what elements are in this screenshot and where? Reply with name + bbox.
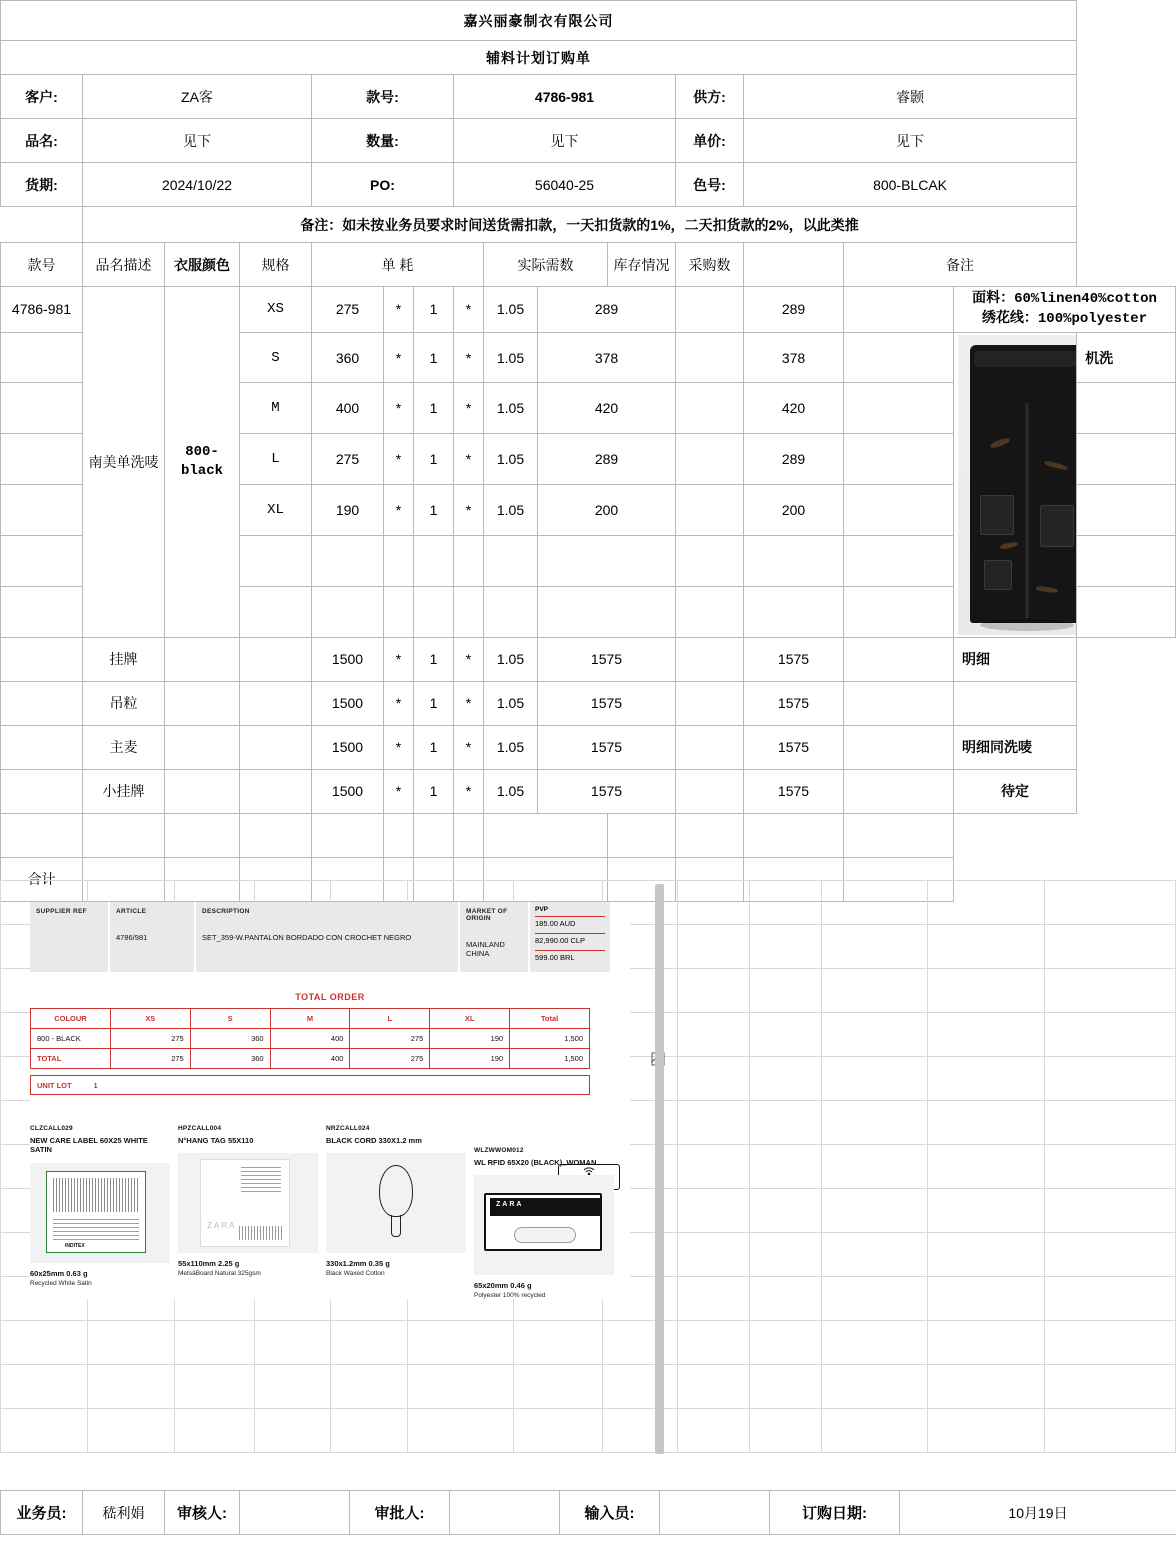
order-col-colour: COLOUR	[31, 1009, 111, 1029]
stock-value	[676, 485, 744, 536]
product-photo-cell	[954, 332, 1077, 637]
trim-material: Black Waxed Cotton	[326, 1270, 385, 1278]
pvp-box	[530, 902, 610, 972]
purchase-qty: 200	[744, 485, 844, 536]
hang-tag-barcode	[239, 1226, 283, 1240]
photo-shadow	[980, 619, 1074, 631]
spec-sheet-region	[0, 880, 1176, 1460]
base-qty: 275	[312, 434, 384, 485]
operator-1: *	[384, 769, 414, 813]
trim-dims: 330x1.2mm 0.35 g	[326, 1259, 390, 1269]
trim-name: 挂牌	[83, 637, 165, 681]
actual-need: 200	[538, 485, 676, 536]
market-label: MARKET OF ORIGIN	[466, 908, 508, 922]
cord-loop	[379, 1165, 413, 1217]
trim-cards	[30, 1125, 630, 1299]
checker-label: 审核人:	[165, 1491, 240, 1535]
rfid-chip	[514, 1227, 576, 1243]
pvp-brl: 599.00 BRL	[535, 950, 605, 964]
order-s: 360	[190, 1029, 270, 1049]
operator-2: *	[454, 725, 484, 769]
purchase-qty: 378	[744, 332, 844, 383]
footer-signatures	[0, 1490, 1176, 1535]
penalty-note: 备注：如未按业务员要求时间送货需扣款，一天扣货款的1%，二天扣货款的2%，以此类推	[83, 207, 1077, 243]
stock-value	[676, 434, 744, 485]
order-date-label: 订购日期:	[770, 1491, 900, 1535]
trim-code: NRZCALL024	[326, 1125, 370, 1132]
pvp-clp: 82,990.00 CLP	[535, 933, 605, 947]
care-text	[53, 1216, 139, 1240]
order-l: 275	[350, 1049, 430, 1069]
operator-2: *	[454, 769, 484, 813]
style-value: 4786-981	[454, 75, 676, 119]
operator-2: *	[454, 485, 484, 536]
market-box	[460, 902, 528, 972]
purchase-qty: 1575	[744, 769, 844, 813]
stock-value	[676, 637, 744, 681]
loss-rate: 1.05	[484, 287, 538, 333]
loss-rate: 1.05	[484, 434, 538, 485]
base-qty: 190	[312, 485, 384, 536]
mid-factor: 1	[414, 383, 454, 434]
detail-remark: 明细	[954, 637, 1077, 681]
garment-color-cell: 800-black	[165, 287, 240, 638]
fabric-remark	[954, 287, 1176, 333]
order-xl: 190	[430, 1029, 510, 1049]
trim-name: BLACK CORD 330X1.2 mm	[326, 1136, 422, 1145]
trim-dims: 60x25mm 0.63 g	[30, 1268, 88, 1278]
unit-lot-row	[30, 1075, 590, 1095]
actual-need: 289	[538, 287, 676, 333]
operator-1: *	[384, 637, 414, 681]
trim-name: 小挂牌	[83, 769, 165, 813]
pants-shape	[970, 345, 1077, 623]
cord-tail	[391, 1215, 401, 1237]
loss-rate: 1.05	[484, 725, 538, 769]
product-label: 品名:	[1, 119, 83, 163]
trim-image	[178, 1153, 318, 1253]
style-no-value: 4786-981	[1, 287, 83, 333]
article-label: ARTICLE	[116, 908, 147, 915]
spec-value: L	[240, 434, 312, 485]
loss-rate: 1.05	[484, 485, 538, 536]
inputter-value	[660, 1491, 770, 1535]
trim-material: Polyester 100% recycled	[474, 1292, 546, 1300]
description-label: DESCRIPTION	[202, 908, 250, 915]
operator-2: *	[454, 383, 484, 434]
hang-tag-text	[241, 1166, 281, 1192]
supplier-ref-box	[30, 902, 108, 972]
trim-code: HPZCALL004	[178, 1125, 222, 1132]
rfid-brand: ZARA	[490, 1198, 600, 1216]
base-qty: 1500	[312, 637, 384, 681]
order-quantity-table	[30, 1008, 590, 1069]
pvp-label: PVP	[535, 906, 549, 913]
order-col-xs: XS	[110, 1009, 190, 1029]
purchase-qty: 1575	[744, 725, 844, 769]
order-col-xl: XL	[430, 1009, 510, 1029]
order-header-row	[31, 1009, 590, 1029]
order-total: 1,500	[510, 1029, 590, 1049]
loss-rate: 1.05	[484, 681, 538, 725]
zara-spec-sheet	[30, 902, 630, 1299]
vertical-scrollbar[interactable]	[655, 884, 664, 1454]
pending-remark: 待定	[954, 769, 1077, 813]
purchase-qty: 289	[744, 434, 844, 485]
item-name-cell	[83, 287, 165, 638]
trim-name: 吊粒	[83, 681, 165, 725]
mid-factor: 1	[414, 332, 454, 383]
supplier-label: 供方:	[676, 75, 744, 119]
operator-1: *	[384, 332, 414, 383]
company-title: 嘉兴丽豪制衣有限公司	[1, 1, 1077, 41]
customer-value: ZA客	[83, 75, 312, 119]
actual-need: 1575	[538, 681, 676, 725]
trim-card	[178, 1125, 318, 1299]
mid-factor: 1	[414, 681, 454, 725]
purchase-qty: 289	[744, 287, 844, 333]
rfid-label-graphic	[484, 1193, 602, 1251]
actual-need: 1575	[538, 769, 676, 813]
col-stock: 库存情况	[608, 243, 676, 287]
col-spec: 规格	[240, 243, 312, 287]
order-date-value: 10月19日	[900, 1491, 1176, 1535]
description-box	[196, 902, 458, 972]
wash-remark: 机洗	[1077, 332, 1176, 383]
stock-value	[676, 383, 744, 434]
loss-rate: 1.05	[484, 769, 538, 813]
approver-value	[450, 1491, 560, 1535]
order-l: 275	[350, 1029, 430, 1049]
stock-value	[676, 287, 744, 333]
mid-factor: 1	[414, 485, 454, 536]
unit-lot-value: 1	[93, 1080, 98, 1090]
embroidery	[1036, 585, 1058, 593]
document-title: 辅料计划订购单	[1, 41, 1077, 75]
customer-label: 客户:	[1, 75, 83, 119]
color-label: 色号:	[676, 163, 744, 207]
unit-lot-label: UNIT LOT	[37, 1080, 72, 1090]
trim-name: NEW CARE LABEL 60X25 WHITE SATIN	[30, 1136, 148, 1155]
col-consumption: 单 耗	[312, 243, 484, 287]
pvp-aud: 185.00 AUD	[535, 916, 605, 930]
order-total: 1,500	[510, 1049, 590, 1069]
embroidery	[990, 436, 1011, 448]
trim-card	[30, 1125, 170, 1299]
col-actual-need: 实际需数	[484, 243, 608, 287]
detail-same-remark: 明细同洗唛	[954, 725, 1077, 769]
order-m: 400	[270, 1029, 350, 1049]
spec-value: XL	[240, 485, 312, 536]
mid-factor: 1	[414, 434, 454, 485]
purchase-qty: 1575	[744, 637, 844, 681]
delivery-date-value: 2024/10/22	[83, 163, 312, 207]
stock-value	[676, 769, 744, 813]
color-value: 800-BLCAK	[744, 163, 1077, 207]
order-col-total: Total	[510, 1009, 590, 1029]
waistband	[974, 351, 1077, 367]
order-s: 360	[190, 1049, 270, 1069]
po-label: PO:	[312, 163, 454, 207]
actual-need: 289	[538, 434, 676, 485]
operator-2: *	[454, 332, 484, 383]
operator-2: *	[454, 681, 484, 725]
order-xl: 190	[430, 1049, 510, 1069]
item-name-text: 南美单洗唛	[88, 453, 159, 470]
operator-1: *	[384, 383, 414, 434]
order-colour: 800 - BLACK	[31, 1029, 111, 1049]
embroidery	[1000, 541, 1019, 550]
trim-dims: 65x20mm 0.46 g	[474, 1281, 532, 1291]
care-label-graphic	[46, 1171, 146, 1253]
embroidery	[1044, 460, 1068, 471]
inditex-logo: INDITEX	[65, 1242, 85, 1249]
order-xs: 275	[110, 1029, 190, 1049]
base-qty: 1500	[312, 681, 384, 725]
salesman-label: 业务员:	[1, 1491, 83, 1535]
spec-value: XS	[240, 287, 312, 333]
col-style-no: 款号	[1, 243, 83, 287]
base-qty: 1500	[312, 769, 384, 813]
loss-rate: 1.05	[484, 332, 538, 383]
approver-label: 审批人:	[350, 1491, 450, 1535]
purchase-qty: 1575	[744, 681, 844, 725]
col-purchase: 采购数	[676, 243, 744, 287]
order-col-m: M	[270, 1009, 350, 1029]
operator-2: *	[454, 637, 484, 681]
operator-1: *	[384, 434, 414, 485]
unit-price-label: 单价:	[676, 119, 744, 163]
operator-1: *	[384, 725, 414, 769]
trim-card	[326, 1125, 466, 1299]
trim-material: MetsäBoard Natural 325gsm	[178, 1270, 261, 1278]
stock-value	[676, 681, 744, 725]
order-row	[31, 1049, 590, 1069]
product-value: 见下	[83, 119, 312, 163]
supplier-ref-label: SUPPLIER REF	[36, 908, 87, 915]
col-garment-color: 衣服颜色	[165, 243, 240, 287]
pocket	[980, 495, 1014, 535]
quantity-label: 数量:	[312, 119, 454, 163]
stock-value	[676, 725, 744, 769]
market-value: MAINLAND CHINA	[466, 940, 505, 958]
base-qty: 1500	[312, 725, 384, 769]
spec-header-row	[30, 902, 630, 972]
article-value: 4786/981	[116, 933, 148, 942]
actual-need: 378	[538, 332, 676, 383]
base-qty: 400	[312, 383, 384, 434]
col-item-desc: 品名描述	[83, 243, 165, 287]
operator-2: *	[454, 287, 484, 333]
fabric-line-2: 绣花线：100%polyester	[981, 311, 1148, 328]
checker-value	[240, 1491, 350, 1535]
mid-factor: 1	[414, 725, 454, 769]
spec-value: S	[240, 332, 312, 383]
pocket	[984, 560, 1012, 590]
trim-name: WL RFID 65X20 (BLACK)_WOMAN	[474, 1158, 597, 1167]
order-row	[31, 1029, 590, 1049]
col-remark: 备注	[844, 243, 1077, 287]
fabric-line-1: 面料：60%linen40%cotton	[972, 291, 1157, 307]
order-xs: 275	[110, 1049, 190, 1069]
pocket	[1040, 505, 1074, 547]
mid-factor: 1	[414, 287, 454, 333]
base-qty: 275	[312, 287, 384, 333]
quantity-value: 见下	[454, 119, 676, 163]
order-m: 400	[270, 1049, 350, 1069]
garment-photo	[958, 335, 1077, 635]
delivery-date-label: 货期:	[1, 163, 83, 207]
style-label: 款号:	[312, 75, 454, 119]
supplier-value: 睿颢	[744, 75, 1077, 119]
brand-logo: ZARA	[207, 1221, 237, 1231]
operator-2: *	[454, 434, 484, 485]
article-box	[110, 902, 194, 972]
loss-rate: 1.05	[484, 383, 538, 434]
trim-dims: 55x110mm 2.25 g	[178, 1259, 240, 1269]
care-symbols	[53, 1178, 139, 1212]
actual-need: 1575	[538, 637, 676, 681]
trim-code: WLZWWOM012	[474, 1147, 524, 1154]
order-col-l: L	[350, 1009, 430, 1029]
spec-value: M	[240, 383, 312, 434]
trim-name: N°HANG TAG 55X110	[178, 1136, 254, 1145]
actual-need: 1575	[538, 725, 676, 769]
mid-factor: 1	[414, 769, 454, 813]
po-value: 56040-25	[454, 163, 676, 207]
trim-code: CLZCALL029	[30, 1125, 73, 1132]
inputter-label: 输入员:	[560, 1491, 660, 1535]
operator-1: *	[384, 681, 414, 725]
trim-image	[326, 1153, 466, 1253]
unit-price-value: 见下	[744, 119, 1077, 163]
cord-graphic	[379, 1165, 413, 1241]
description-value: SET_359-W.PANTALON BORDADO CON CROCHET NEGRO	[202, 933, 412, 942]
operator-1: *	[384, 485, 414, 536]
order-col-s: S	[190, 1009, 270, 1029]
salesman-value: 嵇利娟	[83, 1491, 165, 1535]
loss-rate: 1.05	[484, 637, 538, 681]
order-colour: TOTAL	[31, 1049, 111, 1069]
trim-material: Recycled White Satin	[30, 1279, 92, 1287]
mid-factor: 1	[414, 637, 454, 681]
total-label: 合计	[1, 857, 83, 901]
actual-need: 420	[538, 383, 676, 434]
hang-tag-graphic	[200, 1159, 290, 1247]
total-order-title: TOTAL ORDER	[295, 992, 365, 1002]
trim-image	[30, 1163, 170, 1263]
operator-1: *	[384, 287, 414, 333]
stock-value	[676, 332, 744, 383]
purchase-qty: 420	[744, 383, 844, 434]
base-qty: 360	[312, 332, 384, 383]
trim-image	[474, 1175, 614, 1275]
trim-name: 主麦	[83, 725, 165, 769]
